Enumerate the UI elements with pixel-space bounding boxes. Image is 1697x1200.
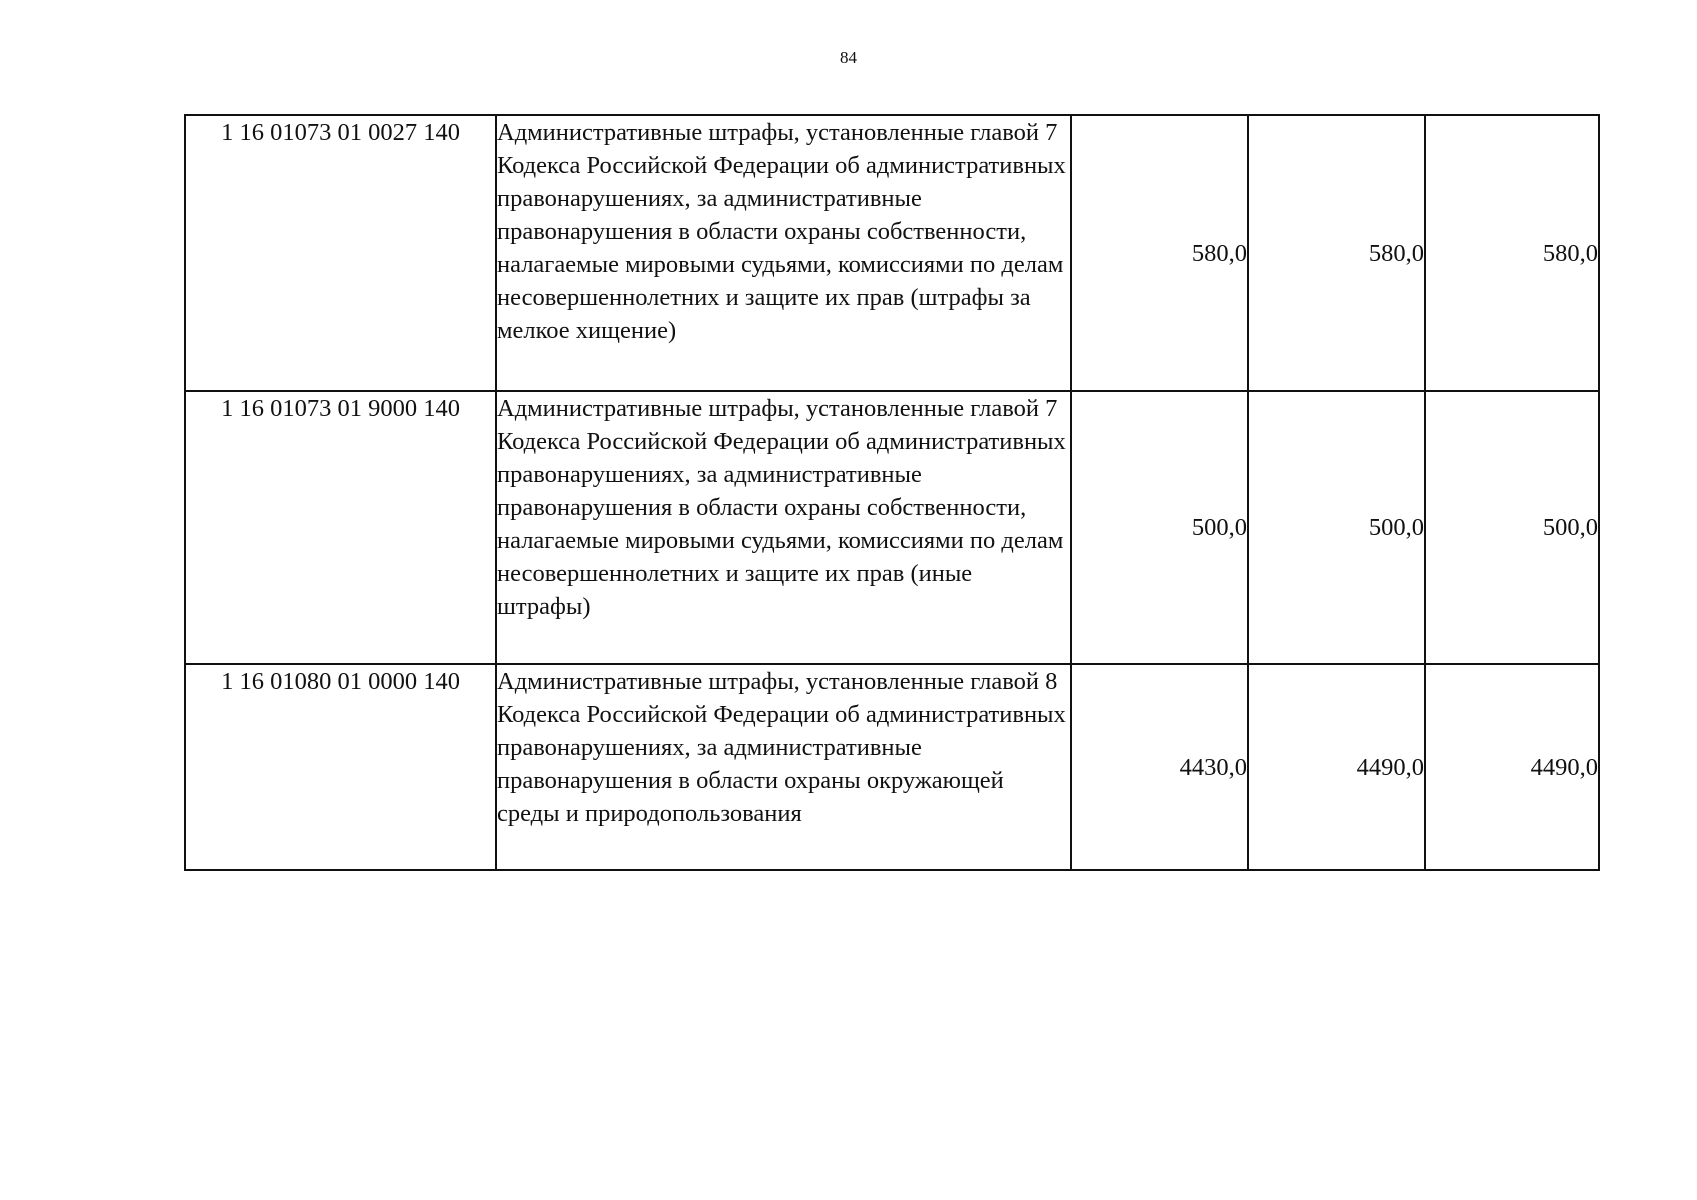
- value-cell: 4490,0: [1248, 664, 1425, 870]
- value-cell: 4490,0: [1425, 664, 1599, 870]
- value-cell: 580,0: [1071, 115, 1248, 391]
- budget-code-cell: 1 16 01073 01 9000 140: [185, 391, 496, 664]
- table-row: [185, 391, 1599, 664]
- budget-code-cell: 1 16 01080 01 0000 140: [185, 664, 496, 870]
- value-cell: 500,0: [1071, 391, 1248, 664]
- value-cell: 580,0: [1425, 115, 1599, 391]
- table-row: [185, 664, 1599, 870]
- description-cell: Административные штрафы, установленные главой 8 Кодекса Российской Федерации об административных правонарушениях, за административные правонарушения в области охраны окружающей среды и природопользования: [496, 664, 1071, 870]
- value-cell: 580,0: [1248, 115, 1425, 391]
- description-cell: Административные штрафы, установленные главой 7 Кодекса Российской Федерации об административных правонарушениях, за административные правонарушения в области охраны собственности, налагаемые мировыми судьями, комиссиями по делам несовершеннолетних и защите их прав (штрафы за мелкое хищение): [496, 115, 1071, 391]
- value-cell: 500,0: [1248, 391, 1425, 664]
- revenue-table: [184, 114, 1600, 871]
- value-cell: 500,0: [1425, 391, 1599, 664]
- value-cell: 4430,0: [1071, 664, 1248, 870]
- table-row: [185, 115, 1599, 391]
- page-number: 84: [840, 48, 857, 67]
- description-cell: Административные штрафы, установленные главой 7 Кодекса Российской Федерации об административных правонарушениях, за административные правонарушения в области охраны собственности, налагаемые мировыми судьями, комиссиями по делам несовершеннолетних и защите их прав (иные штрафы): [496, 391, 1071, 664]
- budget-code-cell: 1 16 01073 01 0027 140: [185, 115, 496, 391]
